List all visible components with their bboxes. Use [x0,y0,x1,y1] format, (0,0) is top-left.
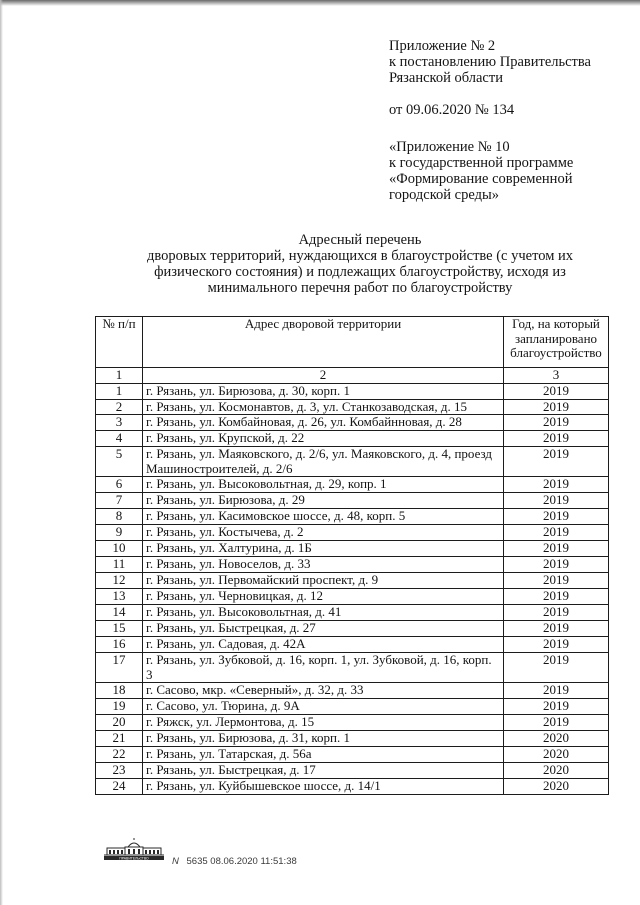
row-address: г. Рязань, ул. Крупской, д. 22 [143,431,504,447]
table-header-row [96,317,609,368]
row-address: г. Сасово, мкр. «Северный», д. 32, д. 33 [143,683,504,699]
row-address: г. Рязань, ул. Бирюзова, д. 30, корп. 1 [143,383,504,399]
row-address: г. Рязань, ул. Высоковольтная, д. 41 [143,605,504,621]
row-num: 16 [96,637,143,653]
row-num: 22 [96,747,143,763]
appendix-header [389,38,629,203]
seal-caption: ПРАВИТЕЛЬСТВО [119,856,149,861]
row-address: г. Рязань, ул. Костычева, д. 2 [143,525,504,541]
row-year: 2019 [504,621,609,637]
row-num: 17 [96,653,143,683]
registration-stamp [172,856,297,867]
row-year: 2019 [504,637,609,653]
appendix-line-2: к постановлению Правительства [389,54,591,70]
table-row [96,557,609,573]
row-address: г. Сасово, ул. Тюрина, д. 9А [143,699,504,715]
row-year: 2019 [504,415,609,431]
row-year: 2019 [504,447,609,477]
row-address: г. Рязань, ул. Быстрецкая, д. 17 [143,763,504,779]
column-index-row [96,368,609,384]
row-num: 19 [96,699,143,715]
title-line-2: дворовых территорий, нуждающихся в благоустройстве (с учетом их [146,248,574,264]
row-num: 4 [96,431,143,447]
row-address: г. Рязань, ул. Высоковольтная, д. 29, копр. 1 [143,477,504,493]
table-row [96,415,609,431]
row-year: 2019 [504,477,609,493]
address-table [95,316,609,795]
title-line-1: Адресный перечень [298,232,422,248]
doc-mark: N [172,856,179,867]
row-year: 2019 [504,431,609,447]
table-row [96,541,609,557]
row-num: 1 [96,383,143,399]
row-year: 2019 [504,573,609,589]
row-address: г. Рязань, ул. Комбайновая, д. 26, ул. Комбайнновая, д. 28 [143,415,504,431]
row-num: 6 [96,477,143,493]
document-title [100,232,620,296]
table-row [96,779,609,795]
appendix-date: от 09.06.2020 № 134 [389,102,515,118]
index-cell: 3 [504,368,609,384]
table-row [96,509,609,525]
appendix-quote-line: городской среды» [389,187,499,203]
appendix-quote-line: к государственной программе [389,155,574,171]
row-year: 2020 [504,779,609,795]
row-address: г. Рязань, ул. Зубковой, д. 16, корп. 1, ул. Зубковой, д. 16, корп. 3 [143,653,504,683]
doc-timestamp: 08.06.2020 11:51:38 [210,856,297,867]
row-year: 2019 [504,509,609,525]
row-address: г. Рязань, ул. Новоселов, д. 33 [143,557,504,573]
row-address: г. Рязань, ул. Куйбышевское шоссе, д. 14/1 [143,779,504,795]
row-year: 2020 [504,763,609,779]
row-year: 2019 [504,493,609,509]
row-num: 21 [96,731,143,747]
table-body [96,368,609,795]
row-num: 2 [96,399,143,415]
table-row [96,525,609,541]
appendix-line-1: Приложение № 2 [389,38,496,54]
row-num: 24 [96,779,143,795]
table-row [96,383,609,399]
table-row [96,747,609,763]
doc-number: 5635 [186,856,208,867]
table-row [96,605,609,621]
row-address: г. Рязань, ул. Бирюзова, д. 29 [143,493,504,509]
header-year: Год, на который запланировано благоустройство [504,317,609,368]
row-year: 2019 [504,399,609,415]
table-row [96,683,609,699]
row-year: 2019 [504,557,609,573]
table-row [96,477,609,493]
row-address: г. Рязань, ул. Халтурина, д. 1Б [143,541,504,557]
row-address: г. Рязань, ул. Маяковского, д. 2/6, ул. Маяковского, д. 4, проезд Машиностроителей, д. 2/6 [143,447,504,477]
row-address: г. Рязань, ул. Космонавтов, д. 3, ул. Станкозаводская, д. 15 [143,399,504,415]
row-year: 2019 [504,383,609,399]
header-address: Адрес дворовой территории [143,317,504,368]
row-year: 2020 [504,747,609,763]
row-address: г. Рязань, ул. Касимовское шоссе, д. 48, корп. 5 [143,509,504,525]
row-year: 2019 [504,541,609,557]
table-row [96,573,609,589]
appendix-line-3: Рязанской области [389,70,503,86]
index-cell: 2 [143,368,504,384]
table-row [96,715,609,731]
row-year: 2019 [504,715,609,731]
table-row [96,699,609,715]
table-row [96,763,609,779]
row-address: г. Рязань, ул. Быстрецкая, д. 27 [143,621,504,637]
title-line-4: минимального перечня работ по благоустройству [207,280,513,296]
table-row [96,731,609,747]
index-cell: 1 [96,368,143,384]
row-num: 7 [96,493,143,509]
row-num: 12 [96,573,143,589]
table-row [96,399,609,415]
row-num: 23 [96,763,143,779]
row-address: г. Рязань, ул. Черновицкая, д. 12 [143,589,504,605]
appendix-quote-line: «Приложение № 10 [389,139,510,155]
row-num: 9 [96,525,143,541]
row-address: г. Рязань, ул. Бирюзова, д. 31, корп. 1 [143,731,504,747]
appendix-quote [389,139,629,203]
row-num: 15 [96,621,143,637]
scan-edge-shadow [0,0,640,6]
title-line-3: физического состояния) и подлежащих благоустройству, исходя из [154,264,566,280]
row-year: 2019 [504,589,609,605]
row-num: 20 [96,715,143,731]
row-num: 10 [96,541,143,557]
row-num: 14 [96,605,143,621]
table-row [96,637,609,653]
row-address: г. Ряжск, ул. Лермонтова, д. 15 [143,715,504,731]
row-num: 13 [96,589,143,605]
row-num: 18 [96,683,143,699]
government-building-logo [101,838,167,865]
table-row [96,653,609,683]
row-address: г. Рязань, ул. Первомайский проспект, д. 9 [143,573,504,589]
row-year: 2019 [504,525,609,541]
row-year: 2020 [504,731,609,747]
row-num: 8 [96,509,143,525]
row-num: 11 [96,557,143,573]
row-year: 2019 [504,605,609,621]
table-row [96,447,609,477]
row-num: 3 [96,415,143,431]
row-year: 2019 [504,653,609,683]
row-year: 2019 [504,699,609,715]
table-row [96,493,609,509]
table-row [96,589,609,605]
row-num: 5 [96,447,143,477]
row-address: г. Рязань, ул. Садовая, д. 42А [143,637,504,653]
table-row [96,621,609,637]
scan-edge-left-shadow [0,0,3,905]
table-row [96,431,609,447]
header-num: № п/п [96,317,143,368]
row-year: 2019 [504,683,609,699]
appendix-quote-line: «Формирование современной [389,171,573,187]
row-address: г. Рязань, ул. Татарская, д. 56а [143,747,504,763]
